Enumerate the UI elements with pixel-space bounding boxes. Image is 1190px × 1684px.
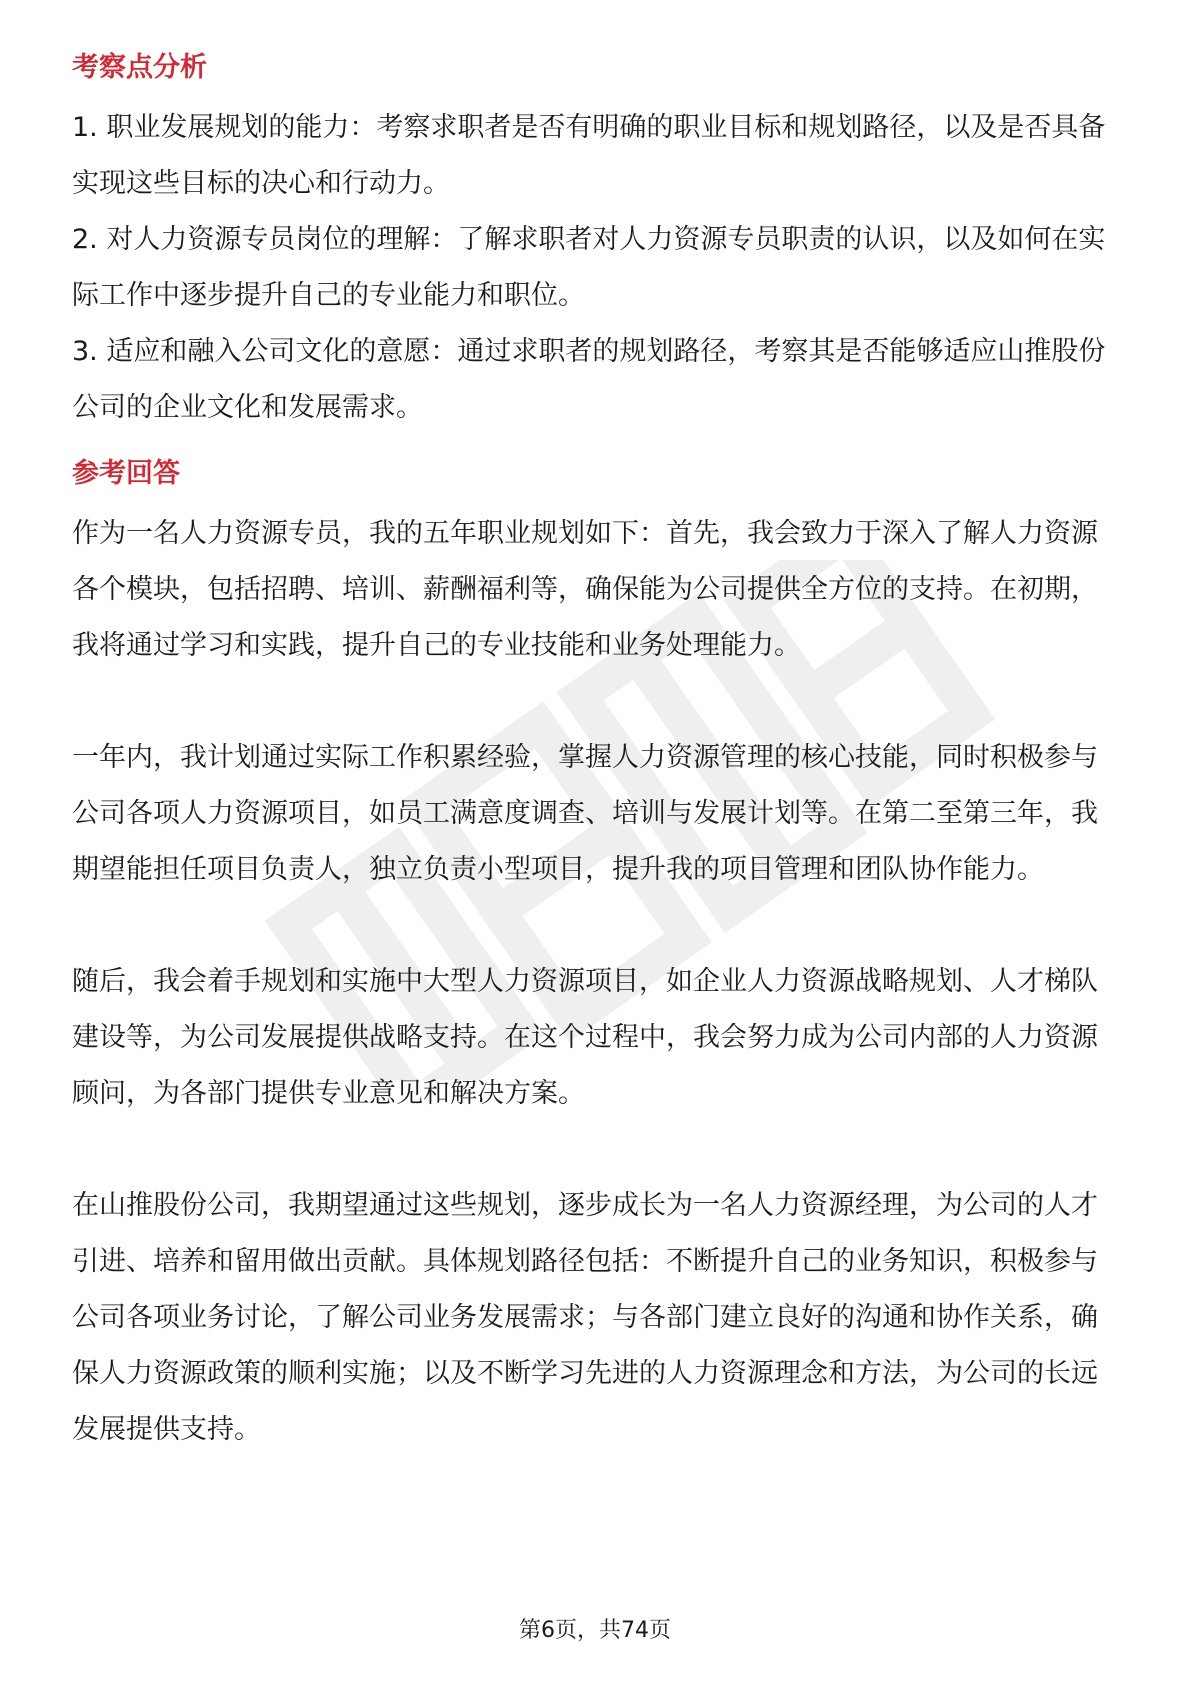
answer-paragraph-4: 在山推股份公司，我期望通过这些规划，逐步成长为一名人力资源经理，为公司的人才引进、培养和留用做出贡献。具体规划路径包括：不断提升自己的业务知识，积极参与公司各项业务讨论，了解公司业务发展需求；与各部门建立良好的沟通和协作关系，确保人力资源政策的顺利实施；以及不断学习先进的人力资源理念和方法，为公司的长远发展提供支持。 — [72, 1190, 1098, 1445]
answer-paragraph-1: 作为一名人力资源专员，我的五年职业规划如下：首先，我会致力于深入了解人力资源各个模块，包括招聘、培训、薪酬福利等，确保能为公司提供全方位的支持。在初期，我将通过学习和实践，提升自己的专业技能和业务处理能力。 — [72, 518, 1098, 661]
analysis-item-1: 1. 职业发展规划的能力：考察求职者是否有明确的职业目标和规划路径，以及是否具备实现这些目标的决心和行动力。 — [72, 112, 1106, 199]
page-number-footer: 第6页，共74页 — [519, 1618, 671, 1643]
answer-paragraph-3: 随后，我会着手规划和实施中大型人力资源项目，如企业人力资源战略规划、人才梯队建设等，为公司发展提供战略支持。在这个过程中，我会努力成为公司内部的人力资源顾问，为各部门提供专业意见和解决方案。 — [72, 966, 1098, 1109]
answer-paragraph-2: 一年内，我计划通过实际工作积累经验，掌握人力资源管理的核心技能，同时积极参与公司各项人力资源项目，如员工满意度调查、培训与发展计划等。在第二至第三年，我期望能担任项目负责人，独立负责小型项目，提升我的项目管理和团队协作能力。 — [72, 742, 1098, 885]
analysis-item-2: 2. 对人力资源专员岗位的理解：了解求职者对人力资源专员职责的认识，以及如何在实际工作中逐步提升自己的专业能力和职位。 — [72, 224, 1106, 311]
section-heading-answer: 参考回答 — [72, 458, 180, 489]
analysis-item-3: 3. 适应和融入公司文化的意愿：通过求职者的规划路径，考察其是否能够适应山推股份公司的企业文化和发展需求。 — [72, 336, 1106, 423]
section-heading-analysis: 考察点分析 — [72, 52, 207, 83]
document-page — [72, 46, 1120, 1458]
